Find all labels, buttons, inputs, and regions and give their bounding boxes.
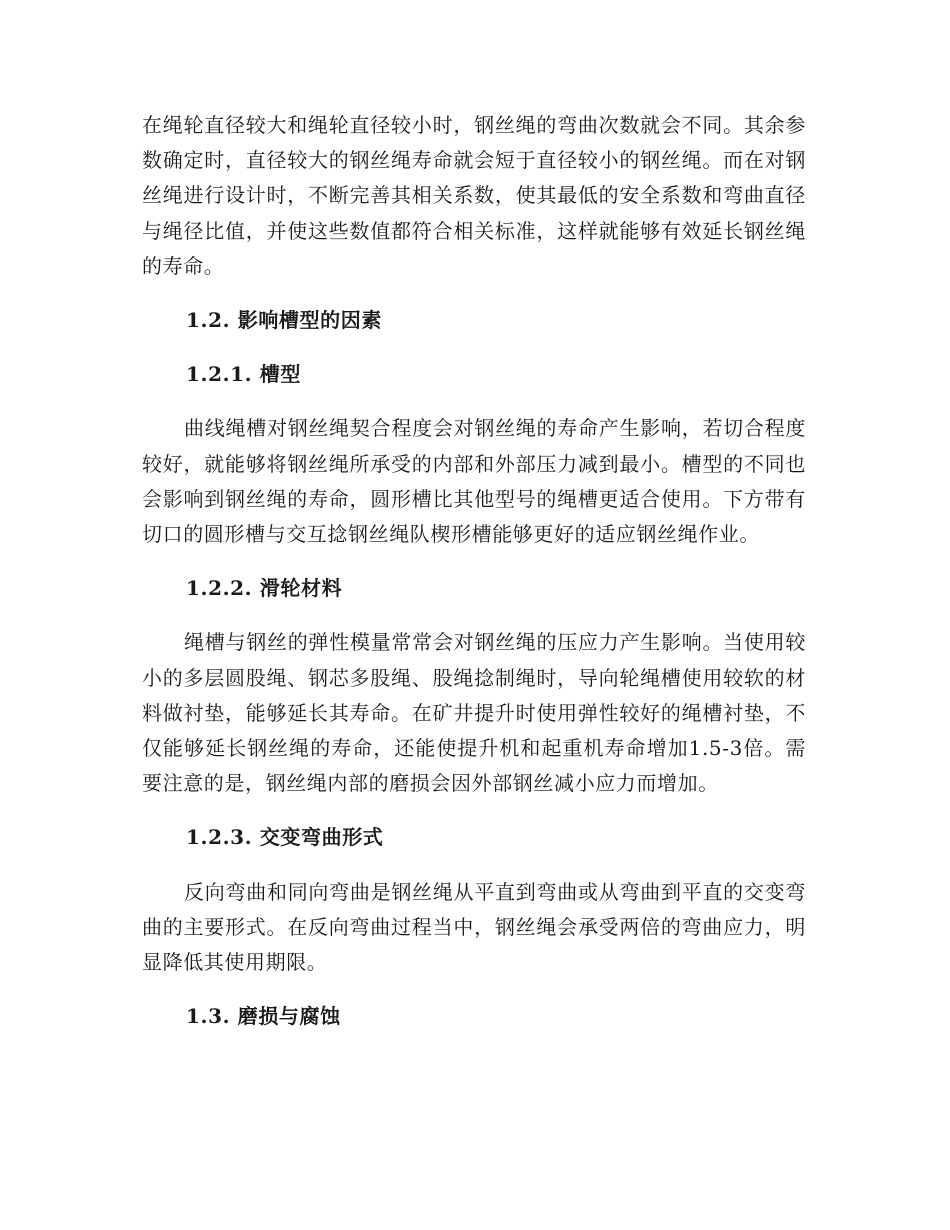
- document-body: [142, 108, 806, 1034]
- section-heading-1-2: 1.2. 影响槽型的因素: [186, 308, 382, 333]
- section-heading-1-2-3: 1.2.3. 交变弯曲形式: [186, 825, 384, 850]
- section-heading-1-2-2: 1.2.2. 滑轮材料: [186, 576, 343, 601]
- paragraph-groove-type: 曲线绳槽对钢丝绳契合程度会对钢丝绳的寿命产生影响，若切合程度较好，就能够将钢丝绳所承受的内部和外部压力减到最小。槽型的不同也会影响到钢丝绳的寿命，圆形槽比其他型号的绳槽更适合使用。下方带有切口的圆形槽与交互捻钢丝绳队楔形槽能够更好的适应钢丝绳作业。: [142, 416, 806, 547]
- paragraph-pulley-material: 绳槽与钢丝的弹性模量常常会对钢丝绳的压应力产生影响。当使用较小的多层圆股绳、钢芯多股绳、股绳捻制绳时，导向轮绳槽使用较软的材料做衬垫，能够延长其寿命。在矿井提升时使用弹性较好的绳槽衬垫，不仅能够延长钢丝绳的寿命，还能使提升机和起重机寿命增加1.5-3倍。需要注意的是，钢丝绳内部的磨损会因外部钢丝减小应力而增加。: [142, 630, 806, 796]
- paragraph-alternating-bending: 反向弯曲和同向弯曲是钢丝绳从平直到弯曲或从弯曲到平直的交变弯曲的主要形式。在反向弯曲过程当中，钢丝绳会承受两倍的弯曲应力，明显降低其使用期限。: [142, 879, 806, 975]
- section-heading-1-2-1: 1.2.1. 槽型: [186, 362, 301, 387]
- section-heading-1-3: 1.3. 磨损与腐蚀: [186, 1004, 341, 1029]
- paragraph-bending-diameter: 在绳轮直径较大和绳轮直径较小时，钢丝绳的弯曲次数就会不同。其余参数确定时，直径较大的钢丝绳寿命就会短于直径较小的钢丝绳。而在对钢丝绳进行设计时，不断完善其相关系数，使其最低的安全系数和弯曲直径与绳径比值，并使这些数值都符合相关标准，这样就能够有效延长钢丝绳的寿命。: [142, 113, 806, 278]
